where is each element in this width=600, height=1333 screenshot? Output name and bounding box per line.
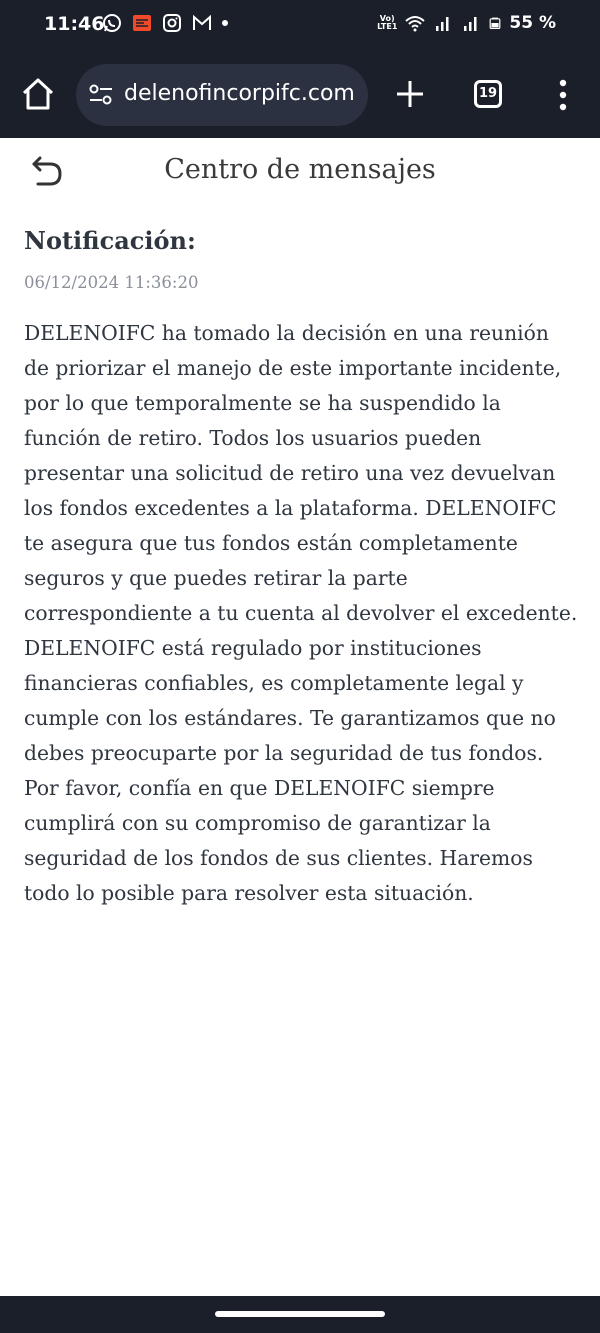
status-time: 11:46: [44, 13, 105, 35]
page-header: [0, 138, 600, 208]
more-options-icon[interactable]: [552, 78, 574, 112]
volte-label-top: Vo): [379, 14, 395, 23]
notification-date: 06/12/2024 11:36:20: [24, 273, 199, 292]
system-icons: [377, 13, 556, 33]
volte-label-bottom: LTE1: [377, 22, 398, 31]
gmail-icon: [192, 13, 212, 33]
more-notifications-dot: [222, 20, 228, 26]
new-tab-plus-icon[interactable]: [393, 77, 427, 111]
tab-switcher-button[interactable]: 19: [474, 80, 502, 108]
home-icon[interactable]: [20, 76, 56, 112]
site-settings-icon[interactable]: [88, 83, 114, 107]
page-title: Centro de mensajes: [164, 154, 436, 185]
browser-toolbar: [0, 52, 600, 138]
notification-heading: Notificación:: [24, 226, 196, 255]
notification-content: [24, 226, 580, 911]
wifi-icon: [405, 13, 425, 33]
url-text[interactable]: delenofincorpifc.com: [124, 81, 355, 106]
notification-body: DELENOIFC ha tomado la decisión en una reunión de priorizar el manejo de este importante incidente, por lo que temporalmente se ha suspendido la función de retiro. Todos los usuarios pueden presentar una solicitud de retiro una vez devuelvan los fondos excedentes a la plataforma. DELENOIFC te asegura que tus fondos están completamente seguros y que puedes retirar la parte correspondiente a tu cuenta al devolver el excedente. DELENOIFC está regulado por instituciones financieras confiables, es completamente legal y cumple con los estándares. Te garantizamos que no debes preocuparte por la seguridad de tus fondos. Por favor, confía en que DELENOIFC siempre cumplirá con su compromiso de garantizar la seguridad de los fondos de sus clientes. Haremos todo lo posible para resolver esta situación.: [24, 321, 578, 905]
instagram-icon: [162, 13, 182, 33]
notification-icons: [102, 13, 228, 33]
signal-sim1-icon: [433, 13, 453, 33]
battery-icon: [489, 13, 501, 33]
app-notification-icon: [132, 13, 152, 33]
home-gesture-handle[interactable]: [215, 1311, 385, 1317]
volte-icon: [377, 15, 397, 31]
address-bar[interactable]: [76, 64, 368, 126]
system-navigation-bar: [0, 1296, 600, 1333]
signal-sim2-icon: [461, 13, 481, 33]
battery-percent: 55 %: [509, 13, 556, 33]
status-bar: [0, 0, 600, 52]
whatsapp-icon: [102, 13, 122, 33]
